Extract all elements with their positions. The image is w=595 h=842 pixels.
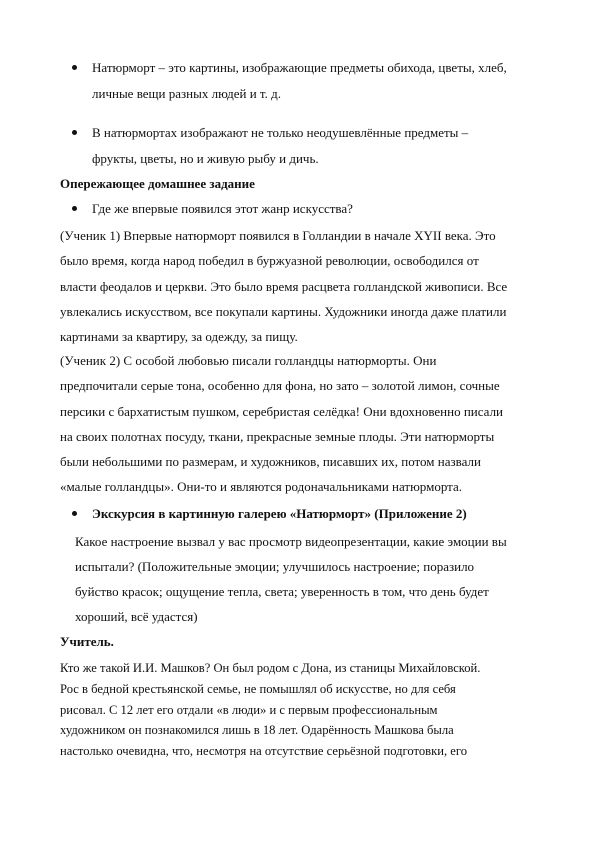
paragraph-line: буйство красок; ощущение тепла, света; уверенность в том, что день будет xyxy=(75,584,489,599)
paragraph-line: хороший, всё удастся) xyxy=(75,609,198,624)
paragraph-line: Кто же такой И.И. Машков? Он был родом с Дона, из станицы Михайловской. xyxy=(60,661,481,675)
bullet-dot-icon xyxy=(72,511,77,516)
paragraph-line: было время, когда народ победил в буржуазной революции, освободился от xyxy=(60,253,479,269)
student1-paragraph xyxy=(60,223,538,349)
paragraph-line: рисовал. С 12 лет его отдали «в люди» и с первым профессиональным xyxy=(60,702,438,717)
teacher-heading: Учитель. xyxy=(60,634,114,649)
bullet-dot-icon xyxy=(72,206,77,211)
paragraph-line: на своих полотнах посуду, ткани, прекрасные земные плоды. Эти натюрморты xyxy=(60,428,495,444)
student2-paragraph xyxy=(60,348,538,500)
paragraph-line: персики с бархатистым пушком, серебристая селёдка! Они вдохновенно писали xyxy=(60,403,504,419)
bullet-line: Экскурсия в картинную галерею «Натюрморт» (Приложение 2) xyxy=(92,506,467,521)
paragraph-line: (Ученик 1) Впервые натюрморт появился в Голландии в начале XYII века. Это xyxy=(60,228,496,243)
paragraph-line: художником он познакомился лишь в 18 лет. Одарённость Машкова была xyxy=(60,723,454,738)
paragraph-line: Какое настроение вызвал у вас просмотр видеопрезентации, какие эмоции вы xyxy=(75,534,507,549)
paragraph-line: (Ученик 2) С особой любовью писали голландцы натюрморты. Они xyxy=(60,353,437,368)
paragraph-line: были небольшими по размерам, и художников, писавших их, потом назвали xyxy=(60,454,481,470)
paragraph-line: Рос в бедной крестьянской семье, не помышлял об искусстве, но для себя xyxy=(60,681,456,696)
paragraph-line: картинами за квартиру, за одежду, за пищу. xyxy=(60,329,298,345)
paragraph-line: «малые голландцы». Они-то и являются родоначальниками натюрморта. xyxy=(60,479,463,495)
bullet-dot-icon xyxy=(72,130,77,135)
bullet-line: фрукты, цветы, но и живую рыбу и дичь. xyxy=(92,151,319,166)
paragraph-line: настолько очевидна, что, несмотря на отсутствие серьёзной подготовки, его xyxy=(60,744,468,759)
paragraph-line: власти феодалов и церкви. Это было время расцвета голландской живописи. Все xyxy=(60,278,508,294)
bullet-line: В натюрмортах изображают не только неодушевлённые предметы – xyxy=(92,125,469,140)
teacher-paragraph xyxy=(60,658,545,762)
bullet-line: Где же впервые появился этот жанр искусства? xyxy=(92,201,353,216)
bullet-line: личные вещи разных людей и т. д. xyxy=(92,86,281,101)
paragraph-line: предпочитали серые тона, особенно для фона, но зато – золотой лимон, сочные xyxy=(60,378,500,394)
bullet-dot-icon xyxy=(72,65,77,70)
paragraph-line: увлекались искусством, все покупали картины. Художники иногда даже платили xyxy=(60,303,507,319)
homework-heading: Опережающее домашнее задание xyxy=(60,176,255,191)
paragraph-line: испытали? (Положительные эмоции; улучшилось настроение; поразило xyxy=(75,559,475,574)
mood-paragraph xyxy=(75,529,545,629)
bullet-line: Натюрморт – это картины, изображающие предметы обихода, цветы, хлеб, xyxy=(92,60,507,75)
